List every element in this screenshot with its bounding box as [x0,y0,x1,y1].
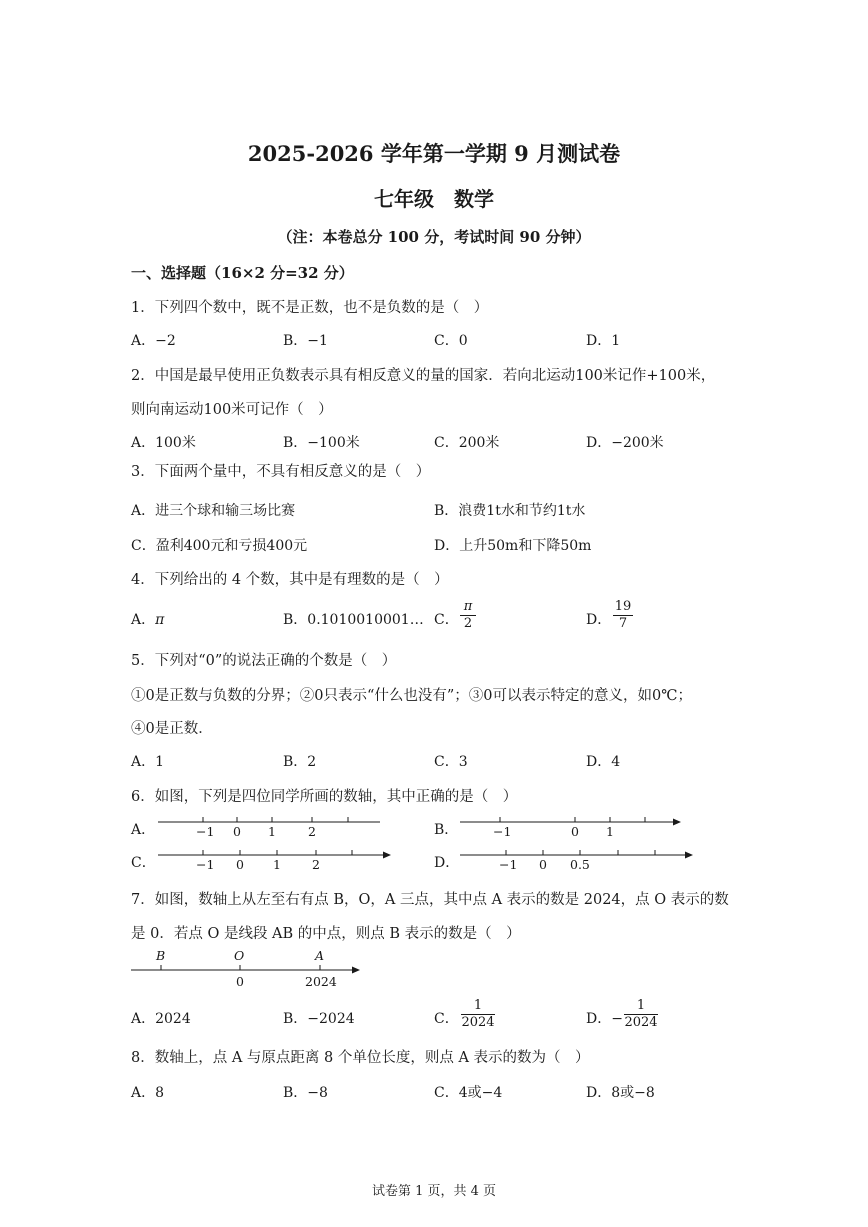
question-3-stem: 3．下面两个量中，不具有相反意义的是（ ） [131,464,431,480]
q7-option-c-fraction: $\frac{1}{2024}$ [461,998,495,1030]
exam-subtitle: 七年级 数学 [374,187,494,211]
q6-axis-a-label: 2 [308,824,316,839]
q4-option-a: A．π [131,612,165,628]
q3-option-a: A．进三个球和输三场比赛 [131,503,296,519]
question-5-statements-line1: ①0是正数与负数的分界；②0只表示“什么也没有”；③0可以表示特定的意义，如0℃； [131,688,692,704]
q8-option-a: A．8 [131,1085,165,1101]
q6-axis-c-label: 2 [312,857,320,872]
q4-option-d-label: D． [586,612,612,628]
question-5-statements-line2: ④0是正数． [131,721,213,737]
q6-axis-b-label: 1 [606,824,614,839]
q6-axis-c [158,850,391,872]
arrow-icon [352,967,360,974]
q7-option-d-fraction: $\frac{1}{2024}$ [624,998,658,1030]
question-2-stem-line2: 则向南运动100米可记作（ ） [131,402,333,418]
q1-option-a: A．−2 [131,333,176,349]
q8-option-d: D．8或−8 [586,1085,655,1101]
exam-note: （注：本卷总分 100 分，考试时间 90 分钟） [277,228,591,246]
q2-option-d: D．−200米 [586,435,664,451]
arrow-icon [673,819,681,826]
q6-axis-a [158,817,380,839]
question-5-stem: 5．下列对“0”的说法正确的个数是（ ） [131,653,397,669]
q7-option-c-label: C． [434,1011,459,1027]
q1-option-c: C．0 [434,333,468,349]
q5-option-d: D．4 [586,754,621,770]
q6-axis-b-label: 0 [571,824,579,839]
q6-axis-c-label: 0 [236,857,244,872]
question-2-stem-line1: 2．中国是最早使用正负数表示具有相反意义的量的国家．若向北运动100米记作+100米， [131,368,716,384]
q6-axis-b [460,817,681,839]
q4-option-c-label: C． [434,612,459,628]
q7-point-b: B [156,948,166,963]
q7-point-o: O [234,948,245,963]
q7-option-d-label: D．− [586,1011,623,1027]
q6-option-b-label: B． [434,822,459,838]
q4-option-b: B．0.1010010001… [283,612,424,628]
exam-title: 2025-2026 学年第一学期 9 月测试卷 [247,141,621,166]
q6-axis-c-label: −1 [196,857,215,872]
q6-axis-a-label: 0 [233,824,241,839]
q8-option-c: C．4或−4 [434,1085,503,1101]
q6-axis-d [460,850,693,872]
q7-option-a: A．2024 [131,1011,191,1027]
q3-option-d: D．上升50m和下降50m [434,538,592,554]
section-heading: 一、选择题（16×2 分=32 分） [131,264,354,282]
q6-option-a-label: A． [131,822,156,838]
page-footer: 试卷第 1 页，共 4 页 [371,1184,497,1199]
q2-option-b: B．−100米 [283,435,360,451]
q5-option-c: C．3 [434,754,468,770]
q6-axis-a-label: −1 [196,824,215,839]
q6-axis-d-label: 0 [539,857,547,872]
q4-option-c-fraction: $\frac{\pi}{2}$ [460,599,476,632]
q5-option-a: A．1 [131,754,165,770]
q3-option-c: C．盈利400元和亏损400元 [131,538,308,554]
q2-option-c: C．200米 [434,435,500,451]
q1-option-d: D．1 [586,333,621,349]
q6-axis-c-label: 1 [273,857,281,872]
q7-number-line [131,948,360,989]
q7-value-o: 0 [236,974,244,989]
q2-option-a: A．100米 [131,435,196,451]
q8-option-b: B．−8 [283,1085,328,1101]
question-7-stem-line2: 是 0．若点 O 是线段 AB 的中点，则点 B 表示的数是（ ） [131,926,521,942]
q6-option-c-label: C． [131,855,156,871]
q6-option-d-label: D． [434,855,460,871]
q6-axis-d-label: 0.5 [570,857,590,872]
q4-option-d-fraction: $\frac{19}{7}$ [614,599,632,631]
question-6-stem: 6．如图，下列是四位同学所画的数轴，其中正确的是（ ） [131,789,518,805]
q6-axis-d-label: −1 [499,857,518,872]
q3-option-b: B．浪费1t水和节约1t水 [434,503,586,519]
q5-option-b: B．2 [283,754,317,770]
question-1-stem: 1．下列四个数中，既不是正数，也不是负数的是（ ） [131,300,489,316]
arrow-icon [685,852,693,859]
q7-option-b: B．−2024 [283,1011,355,1027]
question-7-stem-line1: 7．如图，数轴上从左至右有点 B，O，A 三点，其中点 A 表示的数是 2024，点 O 表示的数 [131,892,729,908]
arrow-icon [383,852,391,859]
q1-option-b: B．−1 [283,333,328,349]
q6-axis-b-label: −1 [493,824,512,839]
q6-axis-a-label: 1 [268,824,276,839]
q7-value-a: 2024 [305,974,337,989]
q7-point-a: A [315,948,325,963]
question-8-stem: 8．数轴上，点 A 与原点距离 8 个单位长度，则点 A 表示的数为（ ） [131,1050,590,1066]
question-4-stem: 4．下列给出的 4 个数，其中是有理数的是（ ） [131,572,449,588]
